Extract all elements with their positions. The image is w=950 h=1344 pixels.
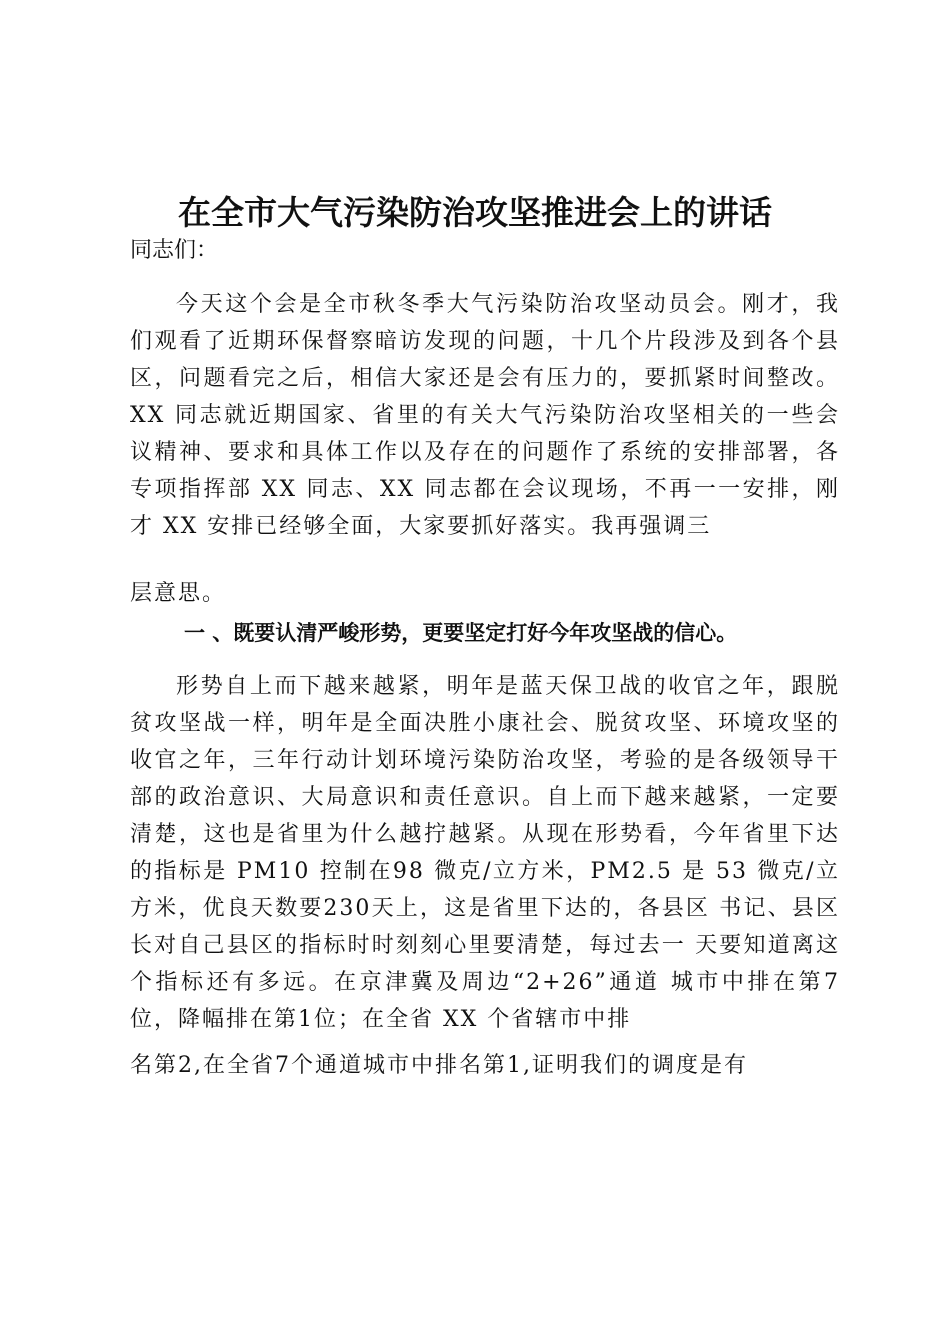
section-heading-1: 一 、既要认清严峻形势，更要坚定打好今年攻坚战的信心。	[184, 621, 738, 645]
paragraph-situation: 形势自上而下越来越紧，明年是蓝天保卫战的收官之年，跟脱贫攻坚战一样，明年是全面决胜小康社会、脱贫攻坚、环境攻坚的收官之年，三年行动计划环境污染防治攻坚，考验的是各级领导干部的政治意识、大局意识和责任意识。自上而下越来越紧，一定要清楚，这也是省里为什么越拧越紧。从现在形势看，今年省里下达的指标是 PM10 控制在98 微克/立方米，PM2.5 是 53 微克/立方米，优良天数要230天上，这是省里下达的，各县区 书记、县区长对自己县区的指标时时刻刻心里要清楚，每过去一 天要知道离这个指标还有多远。在京津冀及周边“2+26”通道 城市中排在第7位，降幅排在第1位；在全省 XX 个省辖市中排	[130, 674, 840, 1032]
greeting: 同志们：	[130, 238, 219, 263]
paragraph-continuation: 名第2,在全省7个通道城市中排名第1,证明我们的调度是有	[130, 1053, 748, 1078]
document-title: 在全市大气污染防治攻坚推进会上的讲话	[178, 193, 772, 232]
paragraph-opening-tail: 层意思。	[130, 581, 227, 606]
paragraph-opening: 今天这个会是全市秋冬季大气污染防治攻坚动员会。刚才，我们观看了近期环保督察暗访发现的问题，十几个片段涉及到各个县区，问题看完之后，相信大家还是会有压力的，要抓紧时间整改。XX 同志就近期国家、省里的有关大气污染防治攻坚相关的一些会议精神、要求和具体工作以及存在的问题作了系统的安排部署，各专项指挥部 XX 同志、XX 同志都在会议现场，不再一一安排，刚才 XX 安排已经够全面，大家要抓好落实。我再强调三	[130, 292, 840, 539]
